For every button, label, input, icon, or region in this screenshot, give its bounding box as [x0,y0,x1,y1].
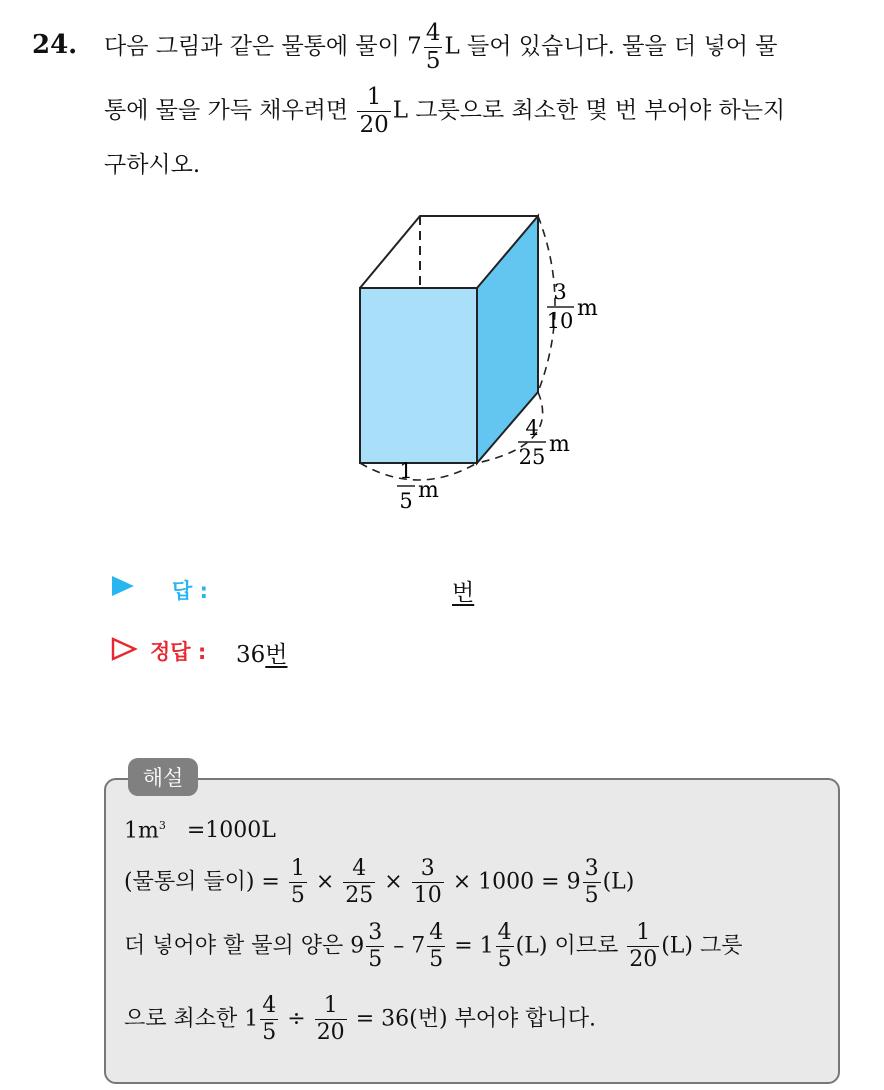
question-text: 통에 물을 가득 채우려면 [104,97,349,124]
width-denominator: 5 [399,489,413,513]
fraction: $\frac{4}{5}$ [425,20,441,74]
height-numerator: 3 [553,280,567,304]
solution-line-3: 더 넣어야 할 물의 양은 9 $\frac{3}{5}$ – 7 $\frac{4}{5}$ = 1 $\frac{4}{5}$ (L) 이므로 $\frac{1}{20}$ (L) 그릇 [124,920,743,972]
width-numerator: 1 [399,459,413,483]
play-arrow-icon [110,574,136,598]
solution-line-1: $1m^3 =1000L$ [124,818,276,844]
solution-line-4: 으로 최소한 1 $\frac{4}{5}$ ÷ $\frac{1}{20}$ = 36(번) 부어야 합니다. [124,993,597,1045]
question-line-3: 구하시오. [104,152,201,178]
answer-unit: 번 [452,580,475,606]
question-text: L 그릇으로 최소한 몇 번 부어야 하는지 [392,97,786,124]
question-text: 다음 그림과 같은 물통에 물이 7 [104,33,422,60]
correct-answer-label: 정답 : [150,640,207,664]
outline-arrow-icon [110,636,138,662]
question-text: L 들어 있습니다. 물을 더 넣어 물 [444,33,778,60]
question-line-1 [104,22,778,73]
solution-tag: 해설 [128,758,198,796]
question-number: 24. [32,30,78,60]
depth-numerator: 4 [525,416,539,440]
tank-front-face [360,288,477,463]
height-denominator: 10 [546,309,574,333]
fraction: $\frac{1}{20}$ [359,84,389,138]
solution-line-2: (물통의 들이) = $\frac{1}{5}$ × $\frac{4}{25}$ × $\frac{3}{10}$ × 1000 = 9 $\frac{3}{5}$ (L) [124,856,635,908]
question-line-2 [104,86,785,137]
answer-label: 답 : [172,579,208,603]
correct-answer-value: 36번 [236,642,288,668]
width-unit: m [418,478,439,503]
depth-unit: m [549,432,570,457]
depth-denominator: 25 [518,445,546,469]
water-tank-figure [340,205,600,525]
height-arc [538,216,555,392]
height-unit: m [577,296,598,321]
